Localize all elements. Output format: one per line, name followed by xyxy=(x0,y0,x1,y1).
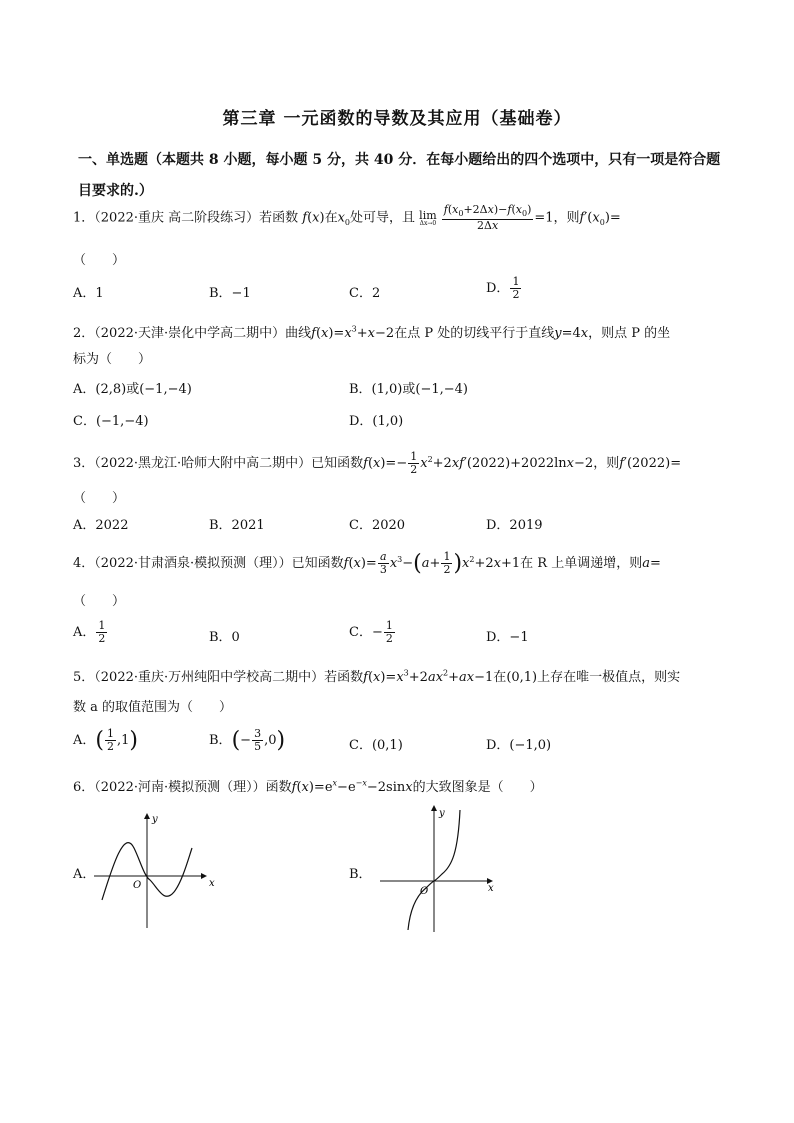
q3-option-c: C．2020 xyxy=(349,518,406,533)
page-title: 第三章 一元函数的导数及其应用（基础卷） xyxy=(222,109,572,129)
question-3: 3．（2022·黑龙江·哈师大附中高二期中）已知函数f(x)=− $\frac{1}{2}$ $x^2+2xf'(2022)+2022\ln x-2$，则f′(2022)= xyxy=(73,450,682,477)
q3-option-b: B．2021 xyxy=(209,518,265,533)
q4-blank: （ ） xyxy=(73,594,126,609)
q5-line2: 数 a 的取值范围为（ ） xyxy=(73,700,233,715)
q1-limit: lim Δx→0 xyxy=(419,208,437,227)
q1-fraction: $\frac{f(x_0+2\Delta x)-f(x_0)}{2\Delta x}$ xyxy=(443,203,532,232)
q2-line2: 标为（ ） xyxy=(73,352,152,367)
section-heading: 一、单选题（本题共 8 小题，每小题 5 分，共 40 分．在每小题给出的四个选项中，只有一项是符合题目要求的.） xyxy=(78,152,721,199)
q1-option-a: A．1 xyxy=(73,286,104,301)
q6a-origin-label: O xyxy=(133,880,142,891)
q3-option-a: A．2022 xyxy=(73,518,129,533)
q6a-y-label: y xyxy=(152,814,158,825)
q1-prefix: 1．（2022·重庆 高二阶段练习）若函数 xyxy=(73,210,299,226)
q6b-y-label: y xyxy=(439,808,445,819)
question-5: 5．（2022·重庆·万州纯阳中学校高二期中）若函数$f(x)=x^3+2ax^2+ax-1$在(0,1)上存在唯一极值点，则实 xyxy=(73,668,681,685)
q4-option-a: A． $\frac{1}{2}$ xyxy=(73,619,106,646)
q6b-x-label: x xyxy=(488,883,494,894)
question-2: 2．（2022·天津·崇化中学高二期中）曲线$f(x)=x^3+x-2$在点 P 处的切线平行于直线y=4x，则点 P 的坐 xyxy=(73,324,671,341)
q1-option-d: D． $\frac{1}{2}$ xyxy=(486,275,520,302)
q5-option-c: C．(0,1) xyxy=(349,738,403,753)
q3-option-d: D．2019 xyxy=(486,518,543,533)
question-6: 6．（2022·河南·模拟预测（理））函数$f(x)=e^x-e^{-x}-2\sin x$的大致图象是（ ） xyxy=(73,778,543,795)
q1-mid: 处可导，且 xyxy=(350,210,416,226)
q6b-origin-label: O xyxy=(420,886,429,897)
q5-option-d: D．(−1,0) xyxy=(486,738,552,753)
q2-option-c: C．(−1,−4) xyxy=(73,414,149,429)
q6-option-b: B． xyxy=(349,867,372,882)
q6-option-a: A． xyxy=(73,867,96,882)
q4-option-d: D．−1 xyxy=(486,630,529,645)
q4-option-c: C．− $\frac{1}{2}$ xyxy=(349,619,393,646)
q1-option-c: C．2 xyxy=(349,286,381,301)
q3-blank: （ ） xyxy=(73,491,126,506)
question-1: 1．（2022·重庆 高二阶段练习）若函数 f(x)在$x_0$处可导，且 lim Δx→0 $\frac{f(x_0+2\Delta x)-f(x_0)}{2\Delta x}$ =1，则$f'(x_0)=$ xyxy=(73,203,621,232)
q6a-x-label: x xyxy=(209,878,215,889)
q6-graph-b xyxy=(376,800,500,936)
q1-option-b: B．−1 xyxy=(209,286,251,301)
question-4: 4．（2022·甘肃酒泉·模拟预测（理））已知函数f(x)= $\frac{a}{3}$ $x^3-(a+$ $\frac{1}{2}$ )$x^2+2x+1$在 R 上单调递增，则a= xyxy=(73,550,661,577)
q1-end: ，则 xyxy=(553,210,580,226)
q2-option-d: D．(1,0) xyxy=(349,414,404,429)
q6-graph-a xyxy=(92,808,222,932)
q2-option-b: B．(1,0)或(−1,−4) xyxy=(349,382,468,397)
q5-option-b: B．(− $\frac{3}{5}$ ,0) xyxy=(209,727,286,754)
q1-blank: （ ） xyxy=(73,253,126,268)
q5-option-a: A．( $\frac{1}{2}$ ,1) xyxy=(73,727,138,754)
q2-option-a: A．(2,8)或(−1,−4) xyxy=(73,382,192,397)
q4-option-b: B．0 xyxy=(209,630,240,645)
